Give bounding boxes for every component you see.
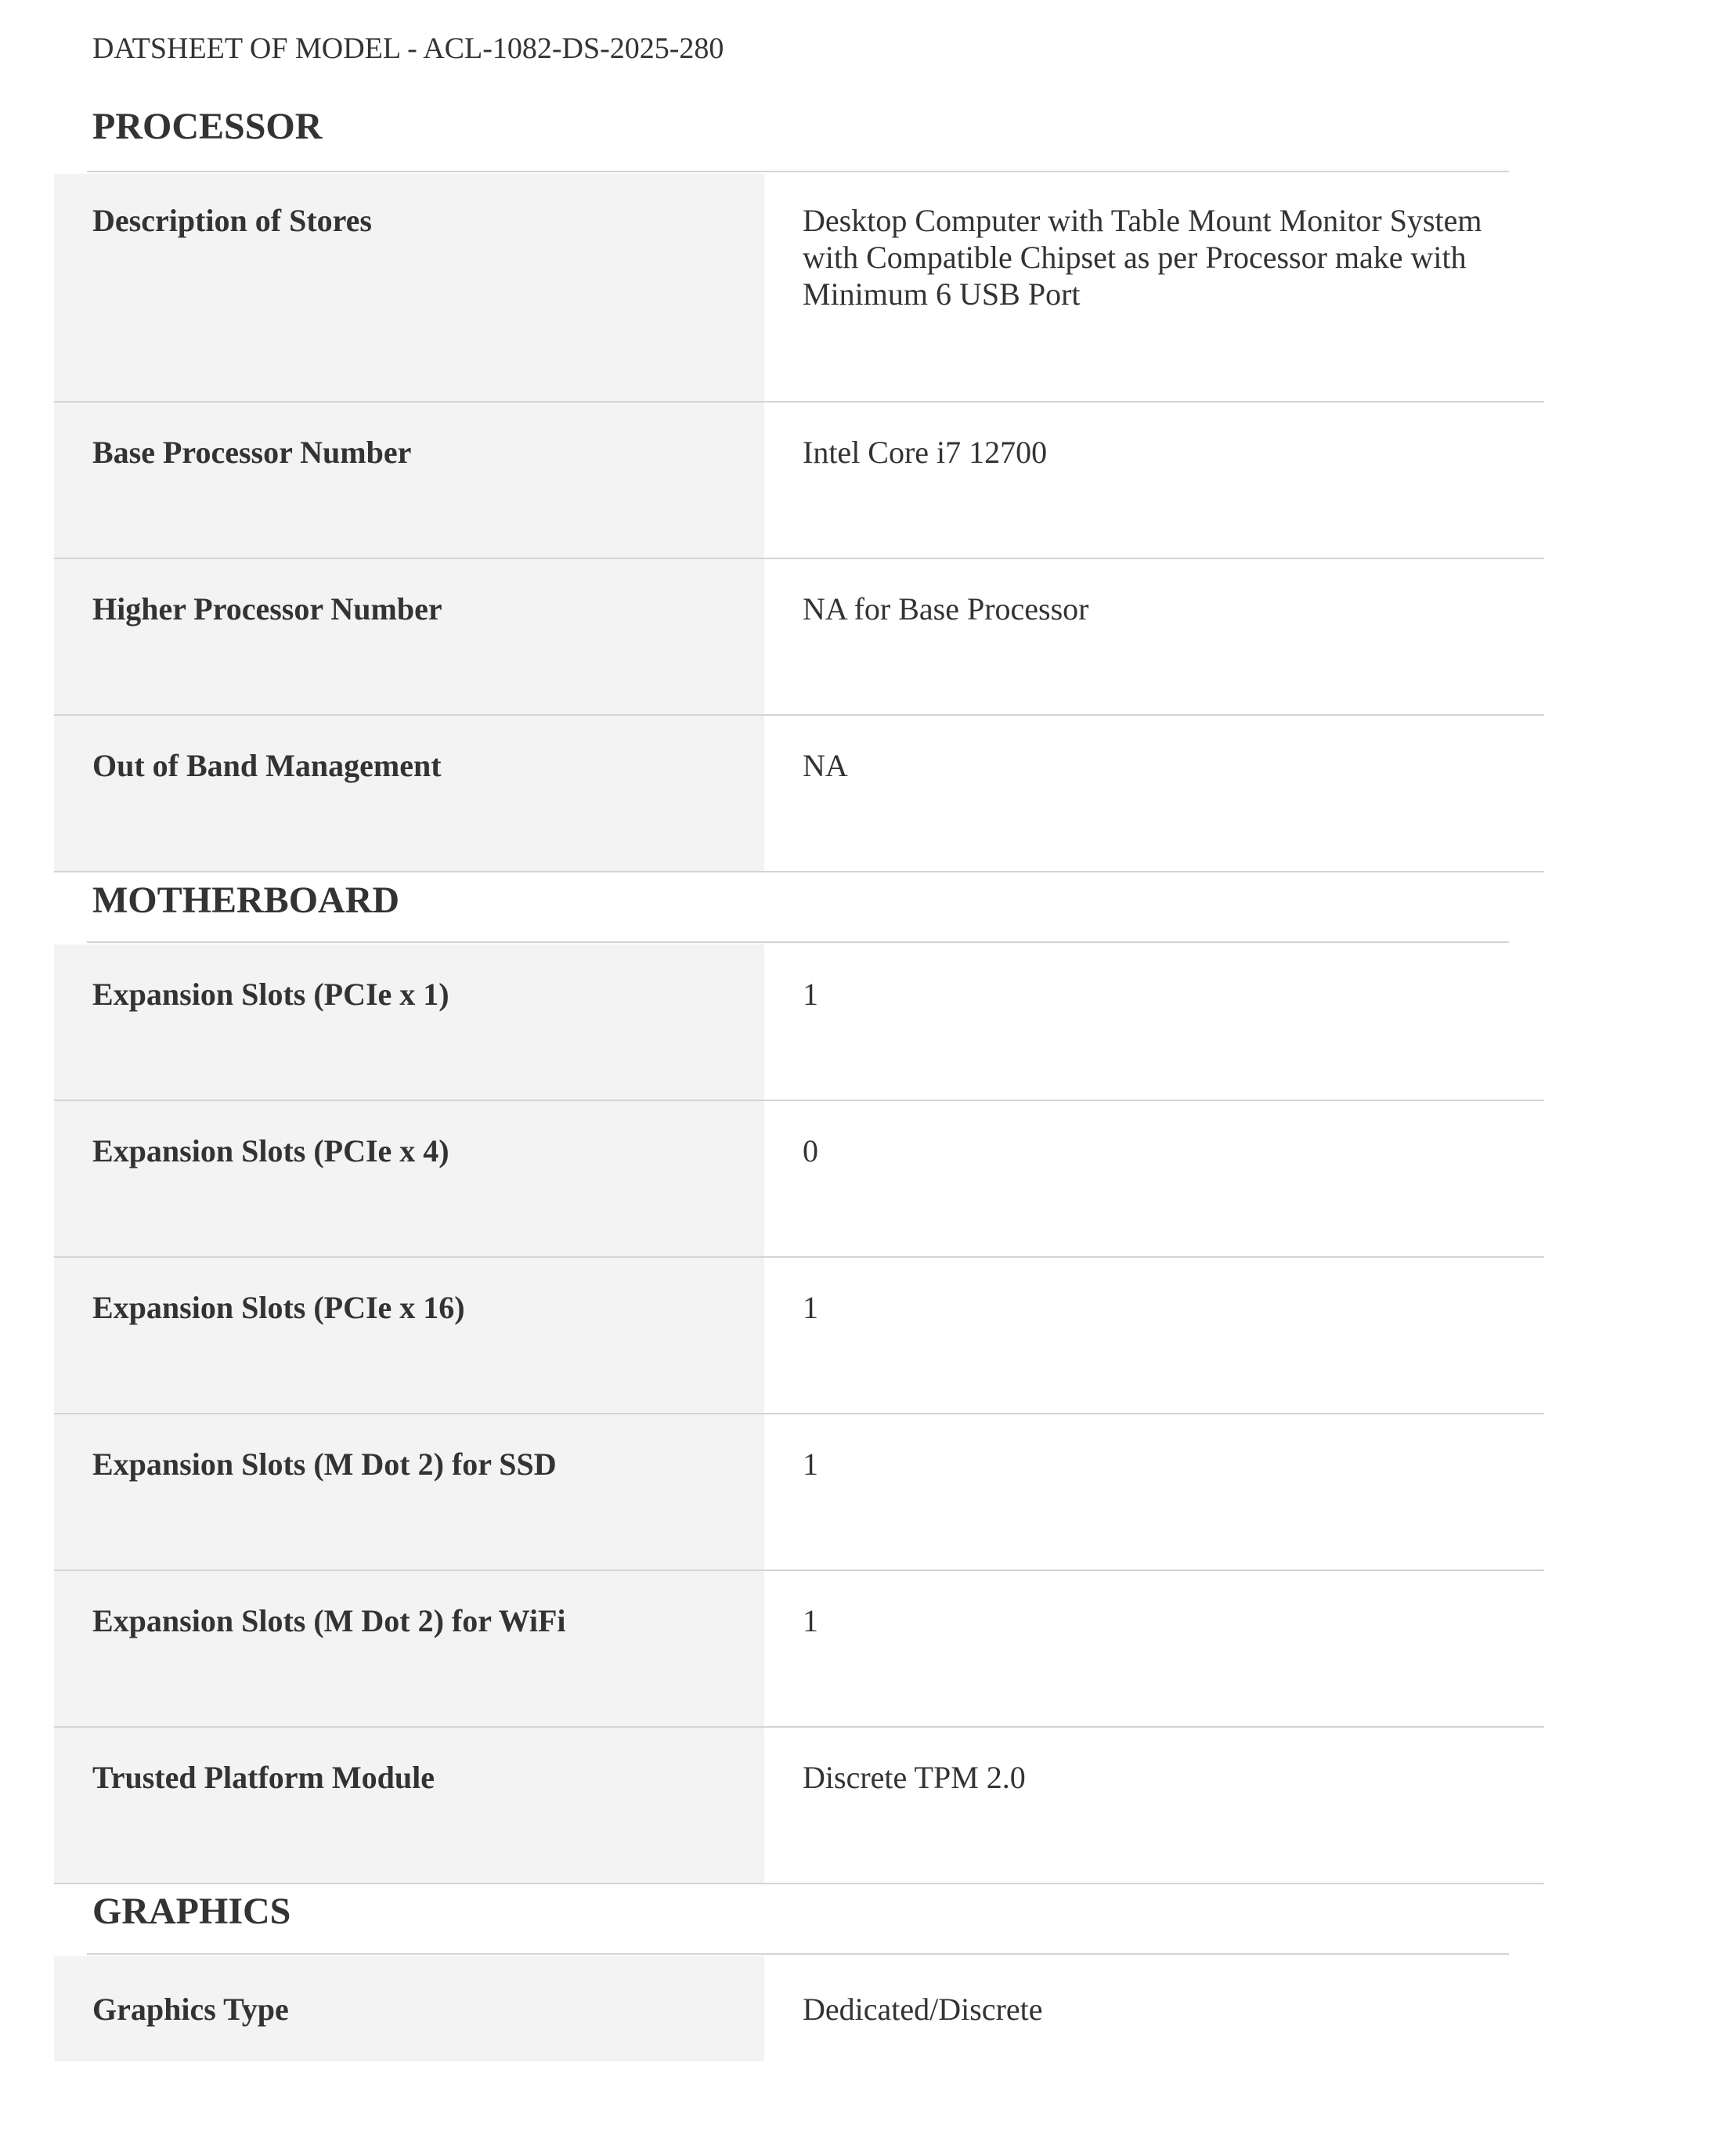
spec-value: 0: [803, 1133, 818, 1168]
spec-row-expansion-slots-pcie-x1: [54, 945, 1544, 1101]
spec-row-expansion-slots-m2-wifi: [54, 1571, 1544, 1728]
spec-label: Out of Band Management: [92, 748, 442, 783]
spec-value: 1: [803, 1603, 818, 1638]
spec-label: Expansion Slots (M Dot 2) for WiFi: [92, 1603, 566, 1638]
spec-value: Intel Core i7 12700: [803, 435, 1048, 470]
spec-row-description-of-stores: [54, 174, 1544, 403]
spec-label: Higher Processor Number: [92, 591, 442, 627]
spec-row-out-of-band-management: [54, 716, 1544, 872]
spec-value: Discrete TPM 2.0: [803, 1760, 1026, 1795]
spec-label: Expansion Slots (M Dot 2) for SSD: [92, 1447, 557, 1482]
section-heading-graphics: GRAPHICS: [92, 1891, 291, 1932]
spec-row-expansion-slots-pcie-x16: [54, 1258, 1544, 1414]
spec-value: Desktop Computer with Table Mount Monitor System with Compatible Chipset as per Processor make with Minimum 6 USB Port: [803, 203, 1482, 312]
spec-label: Base Processor Number: [92, 435, 412, 470]
spec-value: NA: [803, 748, 848, 783]
spec-label-cell: [54, 716, 764, 871]
spec-label-cell: [54, 1728, 764, 1883]
spec-label: Description of Stores: [92, 203, 372, 238]
spec-row-graphics-type: [54, 1956, 1544, 2061]
spec-label: Trusted Platform Module: [92, 1760, 435, 1795]
section-heading-processor: PROCESSOR: [92, 106, 323, 147]
spec-row-expansion-slots-m2-ssd: [54, 1414, 1544, 1571]
spec-value: 1: [803, 977, 818, 1012]
section-divider: [87, 1953, 1509, 1955]
spec-label-cell: [54, 1571, 764, 1726]
document-title: DATSHEET OF MODEL - ACL-1082-DS-2025-280: [92, 32, 724, 65]
spec-row-trusted-platform-module: [54, 1728, 1544, 1884]
spec-label: Expansion Slots (PCIe x 4): [92, 1133, 449, 1168]
spec-label: Expansion Slots (PCIe x 16): [92, 1290, 465, 1325]
spec-label-cell: [54, 559, 764, 714]
spec-row-base-processor-number: [54, 403, 1544, 559]
spec-label-cell: [54, 1414, 764, 1569]
section-heading-motherboard: MOTHERBOARD: [92, 879, 400, 921]
spec-value: Dedicated/Discrete: [803, 1992, 1043, 2027]
spec-label: Graphics Type: [92, 1992, 289, 2027]
spec-label-cell: [54, 403, 764, 558]
spec-value: 1: [803, 1447, 818, 1482]
spec-row-expansion-slots-pcie-x4: [54, 1101, 1544, 1258]
spec-value: NA for Base Processor: [803, 591, 1089, 627]
section-divider: [87, 171, 1509, 172]
section-divider: [87, 941, 1509, 943]
spec-label-cell: [54, 1258, 764, 1413]
spec-label-cell: [54, 1101, 764, 1256]
spec-label-cell: [54, 945, 764, 1100]
spec-label: Expansion Slots (PCIe x 1): [92, 977, 449, 1012]
spec-value: 1: [803, 1290, 818, 1325]
spec-row-higher-processor-number: [54, 559, 1544, 716]
